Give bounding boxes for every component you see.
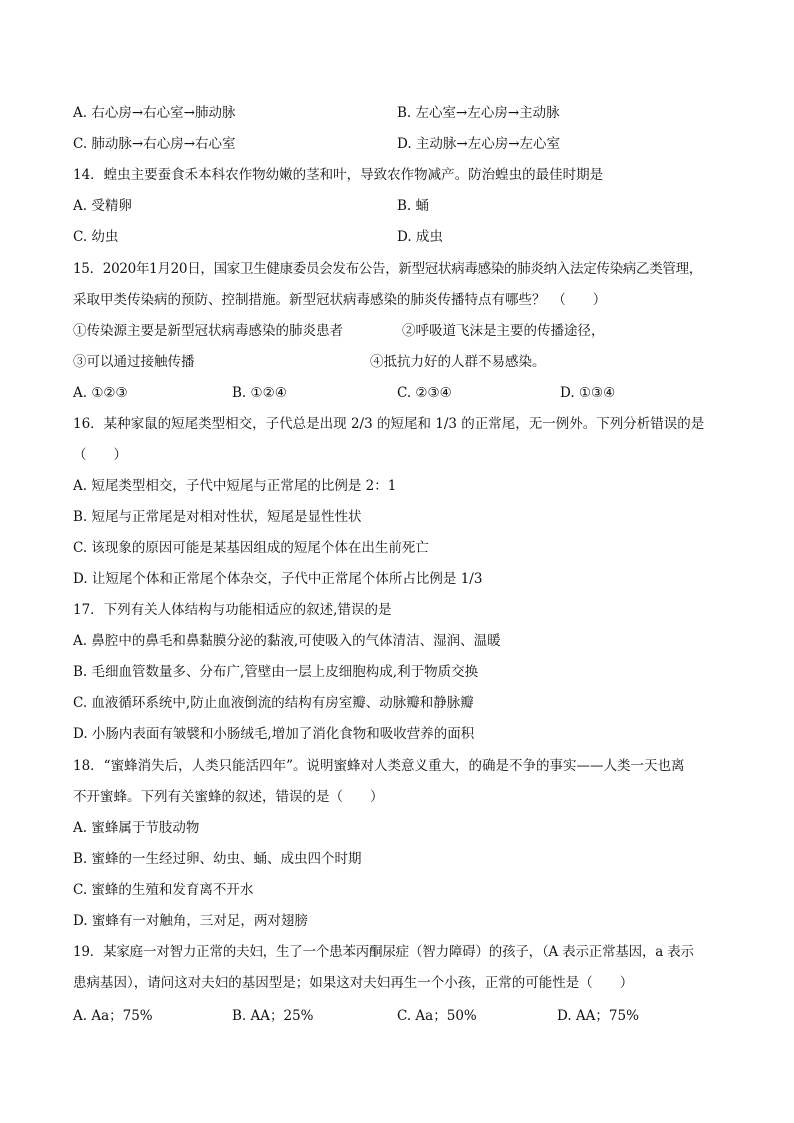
q15-option-c: C. ②③④: [397, 385, 452, 401]
q18-option-b: B. 蜜蜂的一生经过卵、幼虫、蛹、成虫四个时期: [73, 851, 362, 867]
q15-stem-line2: 采取甲类传染病的预防、控制措施。新型冠状病毒感染的肺炎传播特点有哪些？ （ ）: [73, 292, 607, 308]
q18-option-d: D. 蜜蜂有一对触角，三对足，两对翅膀: [73, 913, 308, 929]
q16-stem-line2: （ ）: [73, 447, 127, 463]
q14-option-d: D. 成虫: [397, 229, 443, 245]
q17-option-d: D. 小肠内表面有皱襞和小肠绒毛,增加了消化食物和吸收营养的面积: [73, 726, 475, 742]
q19-stem-line1: 19．某家庭一对智力正常的夫妇，生了一个患苯丙酮尿症（智力障碍）的孩子，（A 表示正常基因，a 表示: [73, 944, 694, 960]
q19-option-d: D. AA；75%: [557, 1008, 639, 1024]
q19-option-c: C. Aa；50%: [397, 1008, 477, 1024]
q15-option-a: A. ①②③: [73, 385, 128, 401]
q18-stem-line2: 不开蜜蜂。下列有关蜜蜂的叙述，错误的是（ ）: [73, 789, 384, 805]
q16-option-d: D. 让短尾个体和正常尾个体杂交，子代中正常尾个体所占比例是 1/3: [73, 571, 483, 587]
q15-option-b: B. ①②④: [232, 385, 287, 401]
q19-option-a: A. Aa；75%: [73, 1008, 153, 1024]
q15-stem-line1: 15．2020年1月20日，国家卫生健康委员会发布公告，新型冠状病毒感染的肺炎纳入法定传染病乙类管理，: [73, 261, 703, 277]
q17-option-a: A. 鼻腔中的鼻毛和鼻黏膜分泌的黏液,可使吸入的气体清洁、湿润、温暖: [73, 633, 501, 649]
q13-option-d: D. 主动脉→左心房→左心室: [397, 136, 561, 152]
q15-option-d: D. ①③④: [560, 385, 616, 401]
q16-option-b: B. 短尾与正常尾是对相对性状，短尾是显性性状: [73, 509, 362, 525]
q16-option-c: C. 该现象的原因可能是某基因组成的短尾个体在出生前死亡: [73, 540, 429, 556]
q15-statement-3: ③可以通过接触传播: [73, 354, 195, 370]
q18-option-c: C. 蜜蜂的生殖和发育离不开水: [73, 882, 254, 898]
q17-stem: 17．下列有关人体结构与功能相适应的叙述,错误的是: [73, 602, 392, 618]
q16-stem-line1: 16．某种家鼠的短尾类型相交，子代总是出现 2/3 的短尾和 1/3 的正常尾，无一例外。下列分析错误的是: [73, 416, 705, 432]
q15-statement-2: ②呼吸道飞沫是主要的传播途径，: [402, 323, 605, 339]
q18-stem-line1: 18．“蜜蜂消失后，人类只能活四年”。说明蜜蜂对人类意义重大，的确是不争的事实——人类一天也离: [73, 758, 685, 774]
q14-option-a: A. 受精卵: [73, 198, 132, 214]
q17-option-c: C. 血液循环系统中,防止血液倒流的结构有房室瓣、动脉瓣和静脉瓣: [73, 695, 474, 711]
q14-stem: 14．蝗虫主要蚕食禾本科农作物幼嫩的茎和叶，导致农作物减产。防治蝗虫的最佳时期是: [73, 167, 604, 183]
q18-option-a: A. 蜜蜂属于节肢动物: [73, 820, 200, 836]
q19-option-b: B. AA；25%: [232, 1008, 314, 1024]
q14-option-c: C. 幼虫: [73, 229, 119, 245]
q16-option-a: A. 短尾类型相交，子代中短尾与正常尾的比例是 2：1: [73, 478, 397, 494]
q13-option-a: A. 右心房→右心室→肺动脉: [73, 105, 236, 121]
q15-statement-1: ①传染源主要是新型冠状病毒感染的肺炎患者: [73, 323, 343, 339]
q14-option-b: B. 蛹: [397, 198, 430, 214]
q17-option-b: B. 毛细血管数量多、分布广,管壁由一层上皮细胞构成,利于物质交换: [73, 664, 479, 680]
q13-option-c: C. 肺动脉→右心房→右心室: [73, 136, 236, 152]
q19-stem-line2: 患病基因），请问这对夫妇的基因型是；如果这对夫妇再生一个小孩，正常的可能性是（ ）: [73, 975, 634, 991]
q15-statement-4: ④抵抗力好的人群不易感染。: [370, 354, 546, 370]
q13-option-b: B. 左心室→左心房→主动脉: [397, 105, 560, 121]
